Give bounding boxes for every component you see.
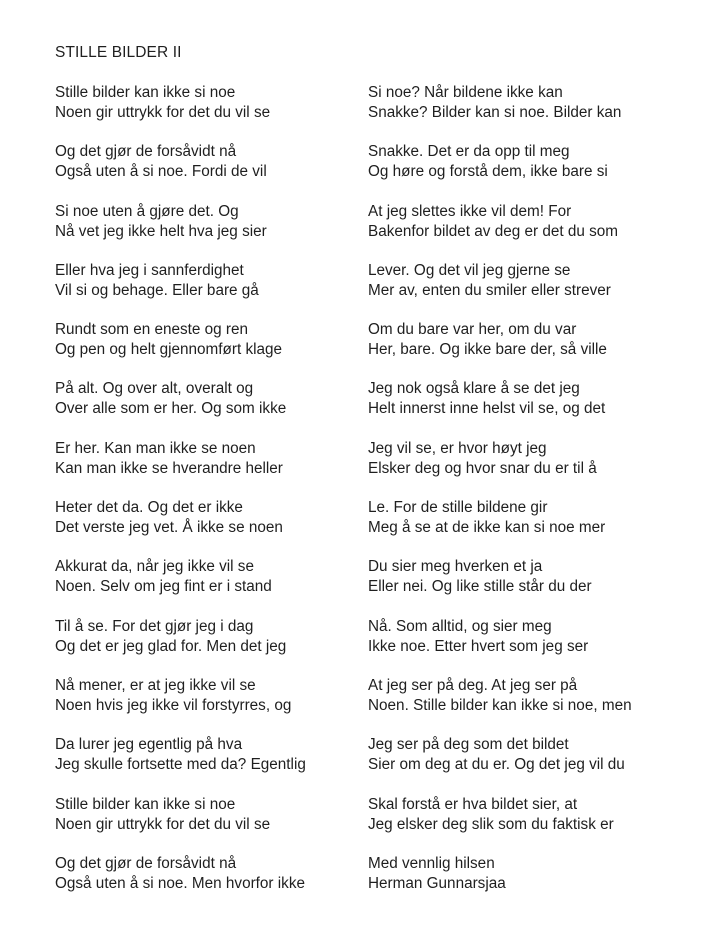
poem-line: Og pen og helt gjennomført klage	[55, 341, 283, 359]
poem-line: Le. For de stille bildene gir	[368, 499, 548, 517]
poem-line: Bakenfor bildet av deg er det du som	[368, 222, 619, 240]
poem-line: Si noe? Når bildene ikke kan	[368, 84, 563, 101]
poem-line: Stille bilder kan ikke si noe	[55, 84, 236, 101]
stanza	[368, 379, 713, 438]
poem-line: Noen gir uttrykk for det du vil se	[55, 104, 271, 121]
stanza	[55, 439, 375, 498]
poem-line: Nå mener, er at jeg ikke vil se	[55, 676, 256, 694]
poem-line: Noen gir uttrykk for det du vil se	[55, 815, 271, 833]
right-column	[368, 83, 713, 913]
poem-line: Eller nei. Og like stille står du der	[368, 578, 592, 596]
poem-line: Heter det da. Og det er ikke	[55, 499, 243, 517]
stanza	[368, 854, 713, 913]
poem-title: STILLE BILDER II	[55, 44, 182, 61]
poem-line: Kan man ikke se hverandre heller	[55, 459, 283, 477]
poem-line: Eller hva jeg i sannferdighet	[55, 261, 244, 279]
stanza	[368, 795, 713, 854]
poem-line: Er her. Kan man ikke se noen	[55, 439, 256, 457]
stanza	[368, 676, 713, 735]
poem-line: Noen. Stille bilder kan ikke si noe, men	[368, 696, 632, 714]
poem-line: Vil si og behage. Eller bare gå	[55, 281, 259, 299]
stanza	[368, 439, 713, 498]
poem-line: Også uten å si noe. Fordi de vil	[55, 163, 267, 181]
stanza	[55, 320, 375, 379]
poem-line: Elsker deg og hvor snar du er til å	[368, 459, 597, 477]
poem-line: Snakke? Bilder kan si noe. Bilder kan	[368, 104, 622, 121]
stanza	[55, 676, 375, 735]
poem-line: Lever. Og det vil jeg gjerne se	[368, 261, 571, 279]
stanza	[368, 557, 713, 616]
poem-line: På alt. Og over alt, overalt og	[55, 380, 254, 398]
stanza	[55, 854, 375, 913]
poem-line: Nå. Som alltid, og sier meg	[368, 617, 552, 635]
poem-line: At jeg slettes ikke vil dem! For	[368, 202, 572, 220]
stanza	[55, 617, 375, 676]
poem-line: Og det er jeg glad for. Men det jeg	[55, 637, 287, 655]
poem-line: Akkurat da, når jeg ikke vil se	[55, 558, 254, 576]
poem-line: Si noe uten å gjøre det. Og	[55, 202, 239, 220]
poem-line: Her, bare. Og ikke bare der, så ville	[368, 341, 607, 359]
stanza	[55, 557, 375, 616]
poem-line: At jeg ser på deg. At jeg ser på	[368, 676, 578, 694]
poem-line: Herman Gunnarsjaa	[368, 874, 506, 892]
stanza	[55, 379, 375, 438]
stanza	[368, 202, 713, 261]
poem-line: Ikke noe. Etter hvert som jeg ser	[368, 637, 589, 655]
poem-line: Jeg ser på deg som det bildet	[368, 736, 569, 754]
poem-line: Jeg elsker deg slik som du faktisk er	[368, 815, 614, 833]
poem-line: Noen hvis jeg ikke vil forstyrres, og	[55, 696, 292, 714]
poem-line: Helt innerst inne helst vil se, og det	[368, 400, 606, 418]
stanza	[368, 617, 713, 676]
left-column	[55, 83, 375, 913]
poem-line: Sier om deg at du er. Og det jeg vil du	[368, 756, 625, 774]
poem-line: Nå vet jeg ikke helt hva jeg sier	[55, 222, 267, 240]
poem-line: Det verste jeg vet. Å ikke se noen	[55, 519, 283, 537]
stanza	[55, 498, 375, 557]
poem-line: Snakke. Det er da opp til meg	[368, 143, 570, 161]
poem-line: Jeg nok også klare å se det jeg	[368, 380, 580, 398]
stanza	[368, 83, 713, 142]
stanza	[368, 320, 713, 379]
stanza	[368, 735, 713, 794]
stanza	[55, 795, 375, 854]
poem-line: Stille bilder kan ikke si noe	[55, 795, 236, 813]
poem-line: Jeg vil se, er hvor høyt jeg	[368, 439, 547, 457]
poem-line: Du sier meg hverken et ja	[368, 558, 543, 576]
stanza	[55, 83, 375, 142]
stanza	[368, 261, 713, 320]
poem-line: Da lurer jeg egentlig på hva	[55, 736, 243, 754]
stanza	[368, 142, 713, 201]
poem-line: Skal forstå er hva bildet sier, at	[368, 795, 578, 813]
poem-line: Om du bare var her, om du var	[368, 321, 577, 339]
poem-line: Over alle som er her. Og som ikke	[55, 400, 287, 418]
poem-line: Til å se. For det gjør jeg i dag	[55, 617, 254, 635]
poem-line: Og høre og forstå dem, ikke bare si	[368, 163, 608, 181]
poem-line: Og det gjør de forsåvidt nå	[55, 143, 237, 161]
stanza	[55, 142, 375, 201]
poem-line: Meg å se at de ikke kan si noe mer	[368, 519, 606, 537]
poem-line: Også uten å si noe. Men hvorfor ikke	[55, 874, 305, 892]
poem-line: Mer av, enten du smiler eller strever	[368, 281, 611, 299]
poem-line: Jeg skulle fortsette med da? Egentlig	[55, 756, 306, 774]
poem-line: Rundt som en eneste og ren	[55, 321, 249, 339]
poem-line: Noen. Selv om jeg fint er i stand	[55, 578, 272, 596]
stanza	[368, 498, 713, 557]
poem-line: Med vennlig hilsen	[368, 854, 495, 872]
stanza	[55, 261, 375, 320]
poem-line: Og det gjør de forsåvidt nå	[55, 854, 237, 872]
stanza	[55, 202, 375, 261]
stanza	[55, 735, 375, 794]
